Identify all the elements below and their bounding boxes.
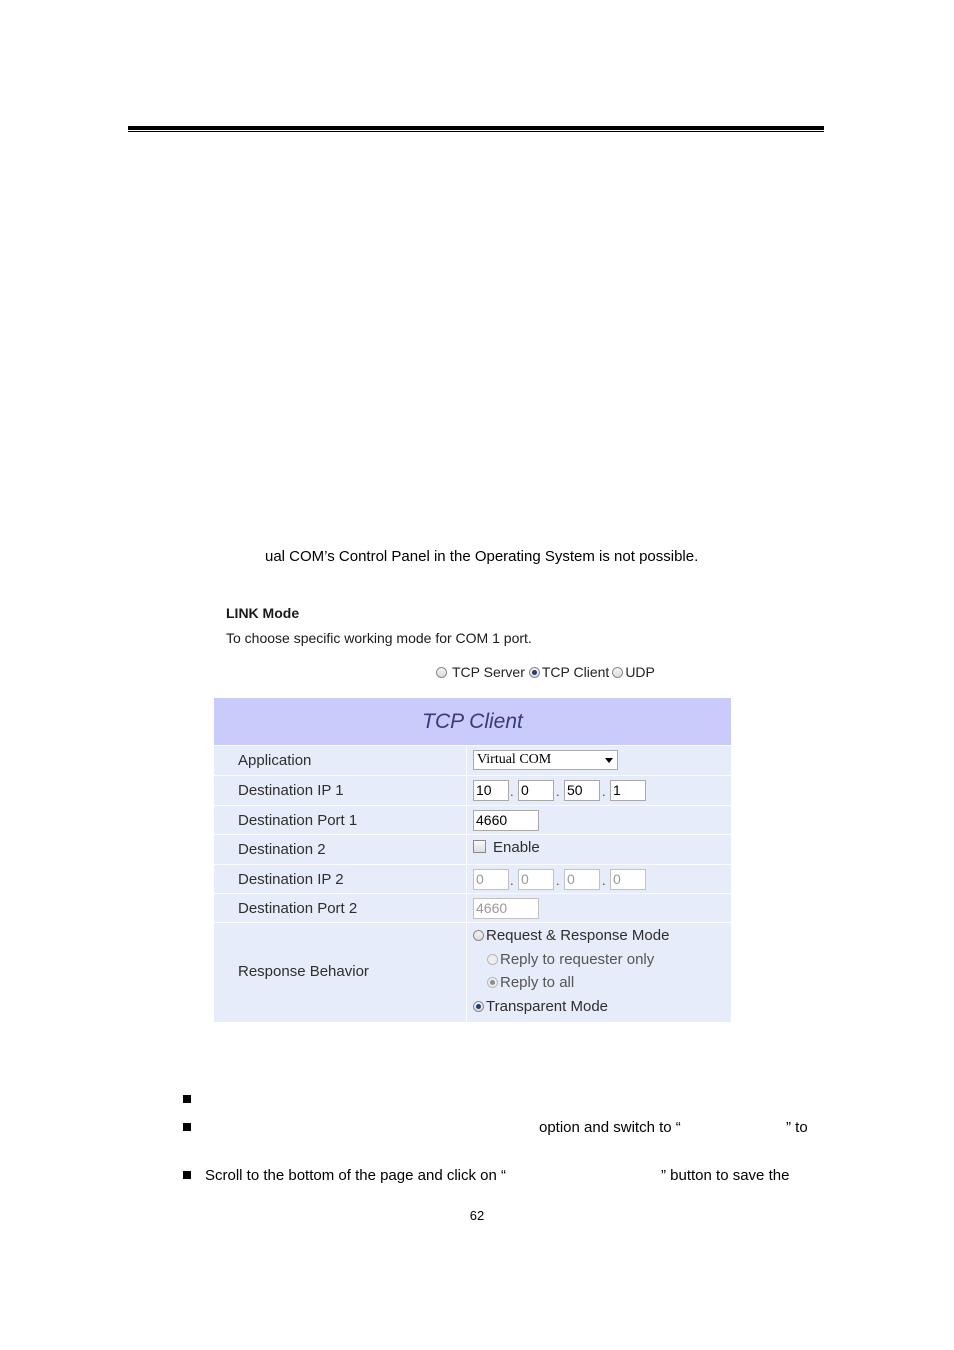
reply-to-requester-option[interactable]	[487, 951, 654, 968]
ip2-octet-3[interactable]: 0	[564, 869, 600, 890]
bullet-icon	[183, 1171, 191, 1179]
transparent-mode-option[interactable]	[473, 998, 608, 1015]
row-destination-ip-2	[214, 864, 731, 893]
ip2-octet-4[interactable]: 0	[610, 869, 646, 890]
reply-to-all-radio[interactable]	[487, 977, 498, 988]
request-response-mode-label: Request & Response Mode	[486, 927, 670, 944]
row-destination-2	[214, 834, 731, 864]
reply-to-all-option[interactable]	[487, 974, 574, 991]
udp-radio[interactable]	[612, 667, 623, 678]
response-behavior-cell	[466, 923, 732, 1022]
ip1-octet-2[interactable]: 0	[518, 780, 554, 801]
ip-dot: .	[556, 784, 560, 799]
destination-2-label: Destination 2	[238, 841, 326, 858]
page-number: 62	[469, 1208, 485, 1223]
bullet-icon	[183, 1123, 191, 1131]
ip1-octet-3[interactable]: 50	[564, 780, 600, 801]
ip-dot: .	[602, 784, 606, 799]
bullet-icon	[183, 1095, 191, 1103]
ip2-octet-2[interactable]: 0	[518, 869, 554, 890]
link-mode-title: LINK Mode	[226, 605, 300, 621]
row-destination-port-1	[214, 805, 731, 834]
destination-ip-1-cell	[466, 776, 732, 805]
row-destination-port-2	[214, 893, 731, 922]
bullet2-text-mid: option and switch to “	[539, 1119, 681, 1136]
application-select[interactable]	[473, 750, 618, 770]
destination-2-cell	[466, 835, 732, 864]
ip2-octet-1[interactable]: 0	[473, 869, 509, 890]
ip1-octet-4[interactable]: 1	[610, 780, 646, 801]
destination-port-2-input[interactable]: 4660	[473, 898, 539, 919]
header-rule-thin	[128, 131, 824, 132]
link-mode-description: To choose specific working mode for COM 1 port.	[226, 630, 532, 646]
tcp-server-radio[interactable]	[436, 667, 447, 678]
tcp-client-radio[interactable]	[529, 667, 540, 678]
destination-port-2-label: Destination Port 2	[238, 900, 358, 917]
application-selected-value: Virtual COM	[477, 752, 552, 767]
bullet2-text-end: ” to	[786, 1119, 808, 1136]
row-response-behavior	[214, 922, 731, 1022]
bullet3-text-end: ” button to save the	[661, 1167, 790, 1184]
destination-ip-1-label: Destination IP 1	[238, 782, 344, 799]
request-response-mode-option[interactable]	[473, 927, 669, 944]
application-value-cell	[466, 746, 732, 775]
ip1-octet-1[interactable]: 10	[473, 780, 509, 801]
tcp-client-panel	[214, 698, 731, 1022]
destination-2-enable-checkbox[interactable]	[473, 840, 486, 853]
ip-dot: .	[510, 873, 514, 888]
panel-title: TCP Client	[214, 698, 731, 745]
transparent-mode-label: Transparent Mode	[486, 998, 609, 1015]
bullet3-text-start: Scroll to the bottom of the page and click on “	[205, 1167, 507, 1184]
ip-dot: .	[556, 873, 560, 888]
destination-port-1-label: Destination Port 1	[238, 812, 358, 829]
response-behavior-label: Response Behavior	[238, 963, 369, 980]
request-response-mode-radio[interactable]	[473, 930, 484, 941]
destination-ip-2-label: Destination IP 2	[238, 871, 344, 888]
application-label: Application	[238, 752, 312, 769]
destination-ip-2-cell	[466, 865, 732, 893]
udp-label: UDP	[625, 664, 655, 680]
destination-port-1-cell	[466, 806, 732, 834]
ip-dot: .	[510, 784, 514, 799]
reply-to-requester-radio[interactable]	[487, 954, 498, 965]
destination-port-1-input[interactable]: 4660	[473, 810, 539, 831]
body-text-line: ual COM’s Control Panel in the Operating System is not possible.	[265, 548, 699, 565]
chevron-down-icon	[605, 758, 613, 763]
row-application	[214, 745, 731, 775]
destination-port-2-cell	[466, 894, 732, 922]
destination-2-enable-label: Enable	[493, 839, 540, 856]
tcp-client-label: TCP Client	[541, 664, 610, 680]
link-mode-options	[436, 664, 655, 680]
ip-dot: .	[602, 873, 606, 888]
reply-to-requester-label: Reply to requester only	[500, 951, 655, 968]
transparent-mode-radio[interactable]	[473, 1001, 484, 1012]
row-destination-ip-1	[214, 775, 731, 805]
header-rule	[128, 126, 824, 130]
reply-to-all-label: Reply to all	[500, 974, 575, 991]
tcp-server-label: TCP Server	[452, 664, 525, 680]
